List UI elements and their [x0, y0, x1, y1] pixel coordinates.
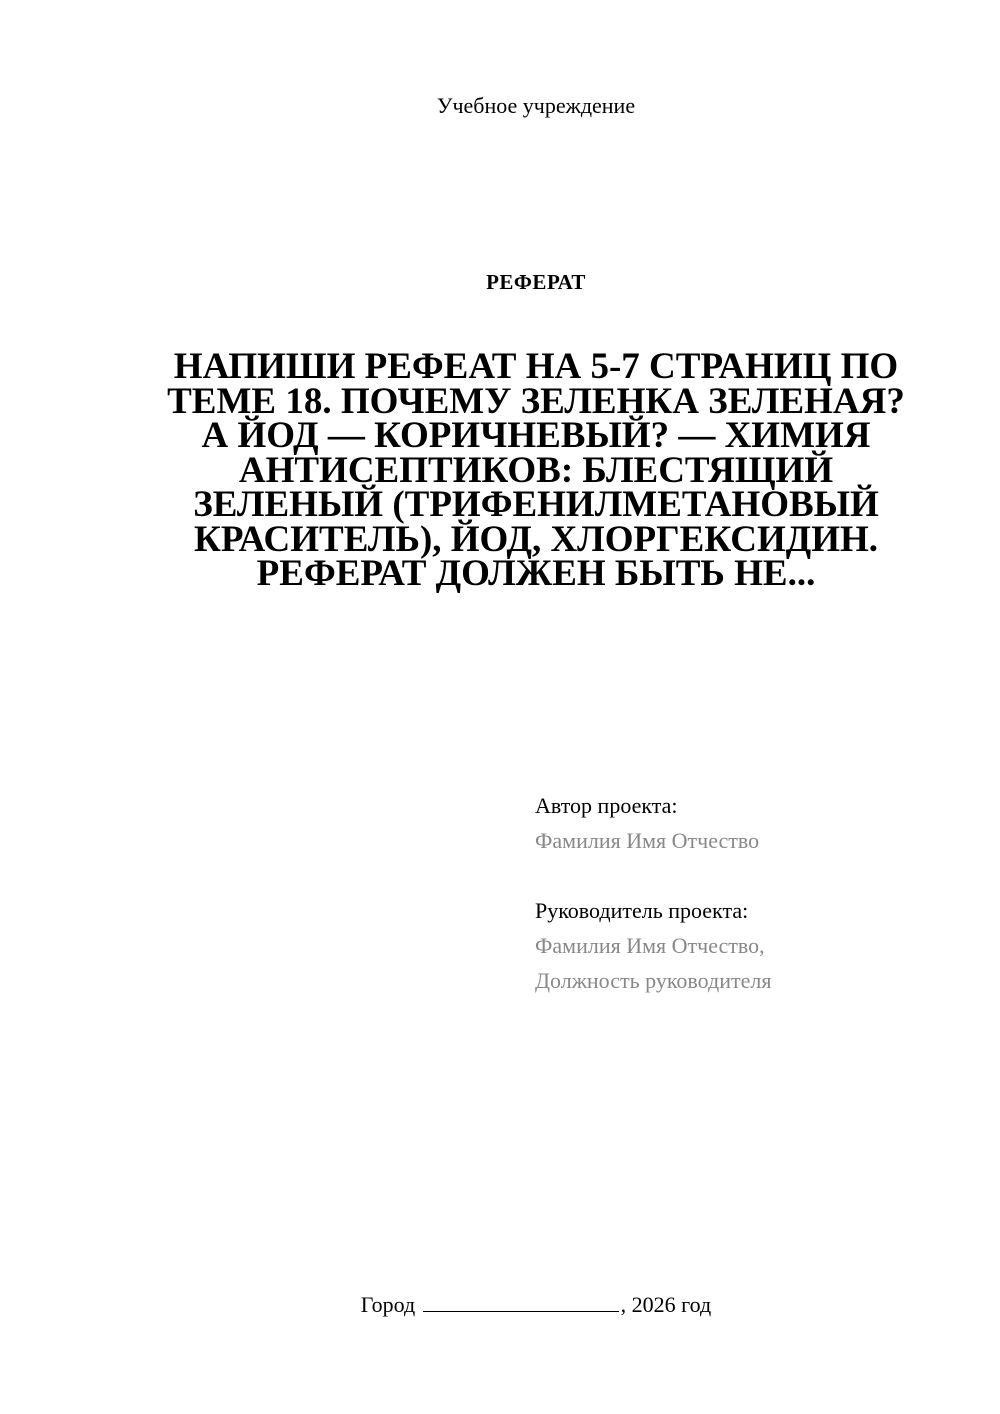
author-name: Фамилия Имя Отчество [535, 828, 760, 853]
document-title: НАПИШИ РЕФЕАТ НА 5-7 СТРАНИЦ ПО ТЕМЕ 18. ПОЧЕМУ ЗЕЛЕНКА ЗЕЛЕНАЯ? А ЙОД — КОРИЧНЕВЫЙ? — ХИМИЯ АНТИСЕПТИКОВ: БЛЕСТЯЩИЙ ЗЕЛЕНЫЙ (ТРИФЕНИЛМЕТАНОВЫЙ КРАСИТЕЛЬ), ЙОД, ХЛОРГЕКСИДИН. РЕФЕРАТ ДОЛЖЕН БЫТЬ НЕ... [167, 346, 905, 594]
city-year-line [0, 1290, 1000, 1320]
supervisor-position: Должность руководителя [535, 968, 772, 993]
document-type: РЕФЕРАТ [486, 270, 586, 294]
institution-name: Учебное учреждение [436, 93, 636, 118]
city-blank-underline [423, 1291, 619, 1312]
supervisor-name: Фамилия Имя Отчество, [535, 933, 765, 958]
city-label: Город [360, 1292, 416, 1317]
year-text: , 2026 год [620, 1292, 712, 1317]
author-label: Автор проекта: [535, 793, 678, 818]
supervisor-label: Руководитель проекта: [535, 898, 749, 923]
credits-spacer [535, 858, 955, 893]
credits-block [535, 788, 955, 998]
